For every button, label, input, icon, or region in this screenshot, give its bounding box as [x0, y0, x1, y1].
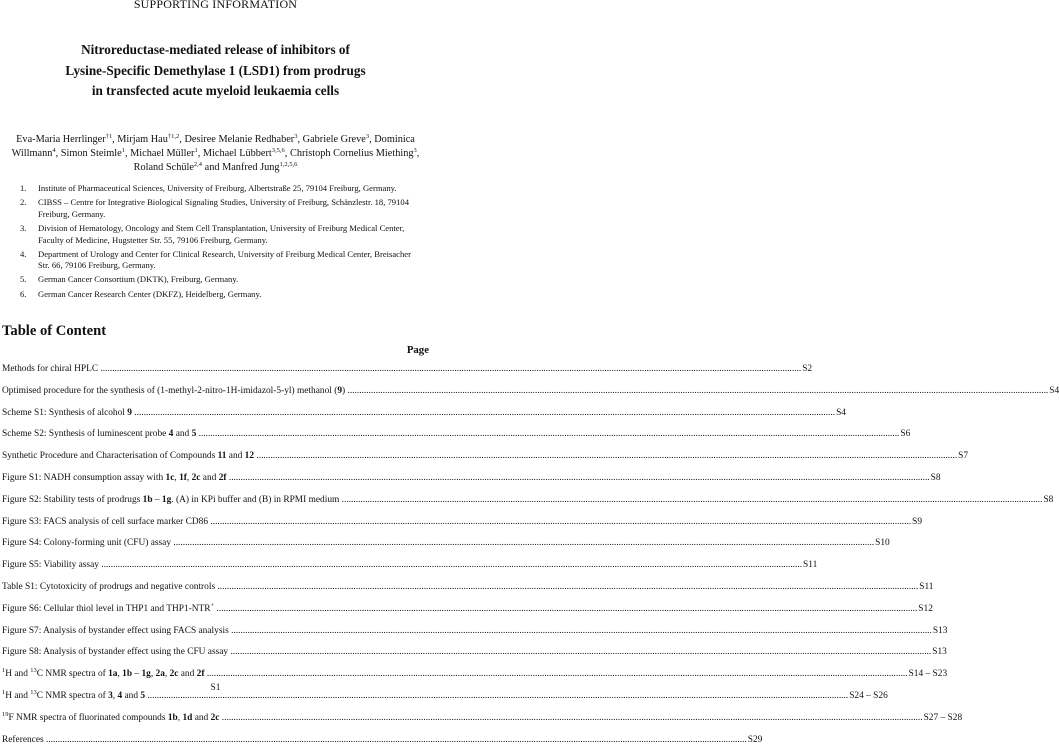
toc-entry-title: $^{19}$F NMR spectra of fluorinated compounds 1b, 1d and 2c .....: [2, 713, 923, 723]
toc-entry-title: Methods for chiral HPLC .....: [2, 364, 801, 374]
toc-entry[interactable]: [2, 451, 969, 473]
toc-entry-title: Table S1: Cytotoxicity of prodrugs and negative controls .....: [2, 582, 918, 592]
author-affiliation-marker: 1,2,5,6: [279, 161, 298, 168]
toc-entry-page: S6: [900, 429, 911, 440]
toc-entry[interactable]: [2, 429, 911, 451]
toc-entry-title: Figure S2: Stability tests of prodrugs 1b – 1g. (A) in KPi buffer and (B) in RPMI medium .....: [2, 495, 1042, 505]
affiliation-text: German Cancer Research Center (DKFZ), Heidelberg, Germany.: [38, 288, 262, 299]
title-line: Nitroreductase-mediated release of inhibitors of: [81, 42, 350, 57]
toc-entry-title: Figure S3: FACS analysis of cell surface marker CD86 .....: [2, 517, 911, 527]
toc-entry-page: S12: [918, 603, 933, 614]
toc-entry-page: S27 – S28: [923, 712, 963, 723]
toc-entry[interactable]: [2, 494, 1054, 517]
toc-entry-title: Scheme S1: Synthesis of alcohol 9 .....: [2, 408, 835, 418]
affiliation-item: [20, 197, 420, 220]
author-affiliation-marker: 3: [365, 133, 370, 140]
toc-entry-page: S13: [932, 625, 948, 636]
affiliation-item: [20, 289, 420, 301]
toc-entry-page: S10: [875, 538, 890, 549]
toc-entry-title: $^1$H and $^{13}$C NMR spectra of 3, 4 and 5 .....: [2, 691, 848, 701]
toc-entry-page: S11: [919, 581, 934, 592]
author-affiliation-marker: 3: [413, 147, 417, 154]
affiliation-list: [20, 183, 420, 303]
toc-entry-page: S11: [803, 560, 818, 571]
affiliation-number: 3.: [20, 222, 27, 233]
author-name: Roland Schüle: [133, 162, 194, 173]
toc-entry-page: S7: [958, 451, 969, 462]
affiliation-text: Department of Urology and Center for Clinical Research, University of Freiburg Medical Center, Breisacher Str. 66, 79106 Freiburg, Germany.: [38, 248, 411, 271]
toc-entry-page: S8: [1043, 494, 1054, 505]
toc-entry-title: Scheme S2: Synthesis of luminescent probe 4 and 5 .....: [2, 429, 899, 439]
toc-entry[interactable]: [2, 560, 818, 582]
author-name: Simon Steimle: [60, 148, 122, 159]
toc-entry[interactable]: [2, 516, 923, 539]
toc-entry-title: Optimised procedure for the synthesis of (1-methyl-2-nitro-1H-imidazol-5-yl) methanol (9) .....: [2, 386, 1048, 396]
toc-entry-title: Figure S5: Viability assay .....: [2, 560, 802, 570]
author-name: Manfred Jung: [222, 162, 280, 173]
toc-entry-page: S13: [932, 647, 947, 658]
table-of-contents: [2, 364, 1059, 756]
toc-entry-page: S9: [912, 516, 923, 527]
affiliation-text: CIBSS – Centre for Integrative Biological Signaling Studies, University of Freiburg, Schänzlestr. 18, 79104 Freiburg, Germany.: [38, 197, 409, 219]
affiliation-number: 5.: [20, 274, 27, 285]
toc-entry-page: S29: [747, 734, 763, 745]
toc-entry-page: S24 – S26: [849, 690, 888, 701]
toc-entry-title: Figure S8: Analysis of bystander effect using the CFU assay .....: [2, 647, 931, 657]
paper-title: [20, 40, 411, 102]
title-line: in transfected acute myeloid leukaemia cells: [91, 83, 340, 98]
author-list: Eva-Maria Herrlinger$^{\dagger 1}$, Mirjam Hau$^{\dagger 1,2}$, Desiree Melanie Redhaber$^3$, Gabriele Greve$^3$, Dominica Willmann$^4$, Simon Steimle$^1$, Michael Müller$^1$, Michael Lübbert$^{3,5,6}$, Christoph Cornelius Miething$^3$, Roland Schüle$^{2,4}$ and Manfred Jung$^{1,2,5,6}$: [11, 133, 420, 173]
toc-entry[interactable]: [2, 734, 763, 756]
author-affiliation-marker: †1: [105, 133, 113, 140]
toc-entry[interactable]: [2, 601, 933, 626]
toc-entry[interactable]: [2, 625, 948, 648]
author-name: Mirjam Hau: [117, 134, 168, 145]
toc-entry[interactable]: [2, 407, 846, 430]
author-affiliation-marker: 2,4: [193, 161, 203, 168]
page-number: S1: [210, 683, 221, 693]
toc-entry[interactable]: [2, 472, 941, 495]
toc-entry-page: S4: [1049, 385, 1059, 396]
affiliation-item: [20, 274, 420, 286]
toc-entry-title: Figure S6: Cellular thiol level in THP1 and THP1-NTR+ .....: [2, 604, 917, 614]
affiliation-text: German Cancer Consortium (DKTK), Freiburg, Germany.: [38, 274, 239, 285]
toc-entry[interactable]: [2, 385, 1059, 408]
author-affiliation-marker: 1: [121, 147, 125, 154]
toc-entry[interactable]: [2, 647, 947, 669]
affiliation-item: [20, 223, 420, 246]
affiliation-number: 1.: [20, 183, 27, 193]
toc-heading: Table of Content: [2, 323, 107, 339]
page-column-heading: Page: [406, 344, 429, 356]
toc-entry-page: S2: [802, 364, 813, 374]
author-name: Gabriele Greve: [302, 134, 366, 145]
affiliation-text: Institute of Pharmaceutical Sciences, University of Freiburg, Albertstraße 25, 79104 Freiburg, Germany.: [38, 183, 397, 193]
toc-entry[interactable]: [2, 581, 934, 604]
author-name: Desiree Melanie Redhaber: [184, 134, 295, 145]
toc-entry-page: S4: [836, 407, 846, 418]
affiliation-text: Division of Hematology, Oncology and Stem Cell Transplantation, University of Freiburg Medical Center, Faculty of Medicine, Hugstetter Str. 55, 79106 Freiburg, Germany.: [38, 222, 405, 245]
toc-entry-page: S8: [930, 472, 941, 483]
author-name: Michael Lübbert: [202, 148, 272, 159]
toc-entry-title: $^1$H and $^{13}$C NMR spectra of 1a, 1b – 1g, 2a, 2c and 2f .....: [2, 669, 908, 679]
author-name: Eva-Maria Herrlinger: [16, 134, 106, 145]
toc-entry[interactable]: [2, 710, 963, 735]
author-affiliation-marker: 4: [52, 147, 56, 154]
author-affiliation-marker: 3: [294, 133, 298, 140]
author-name: Michael Müller: [130, 148, 195, 159]
author-affiliation-marker: 3,5,6: [271, 147, 285, 154]
toc-entry[interactable]: [2, 364, 813, 386]
toc-entry-title: Figure S1: NADH consumption assay with 1c, 1f, 2c and 2f .....: [2, 473, 930, 483]
affiliation-number: 4.: [20, 248, 27, 259]
author-name: Dominica Willmann: [11, 134, 415, 159]
affiliation-item: [20, 249, 420, 272]
author-affiliation-marker: †1,2: [167, 133, 180, 140]
toc-entry-page: S14 – S23: [908, 669, 948, 680]
affiliation-item: [20, 183, 420, 195]
author-affiliation-marker: 1: [194, 147, 198, 154]
toc-entry-title: References .....: [2, 735, 747, 745]
document-header: SUPPORTING INFORMATION: [133, 0, 298, 11]
toc-entry-title: Synthetic Procedure and Characterisation of Compounds 11 and 12 .....: [2, 451, 957, 461]
toc-entry-title: Figure S7: Analysis of bystander effect using FACS analysis .....: [2, 626, 932, 636]
title-line: Lysine-Specific Demethylase 1 (LSD1) from prodrugs: [65, 62, 366, 78]
toc-entry[interactable]: [2, 538, 890, 560]
affiliation-number: 6.: [20, 288, 27, 299]
affiliation-number: 2.: [20, 197, 27, 208]
toc-entry-title: Figure S4: Colony-forming unit (CFU) assay .....: [2, 538, 874, 548]
author-name: Christoph Cornelius Miething: [289, 148, 414, 159]
